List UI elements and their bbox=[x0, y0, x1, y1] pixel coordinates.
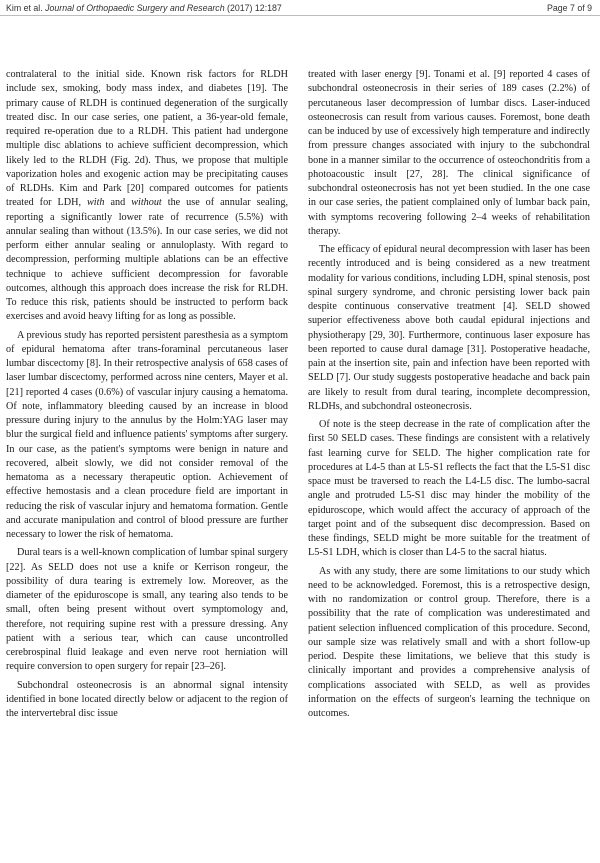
journal-author: Kim et al. bbox=[6, 3, 43, 13]
journal-citation: (2017) 12:187 bbox=[227, 3, 282, 13]
emphasis-without: without bbox=[131, 197, 162, 209]
header-divider bbox=[0, 15, 600, 16]
journal-name: Journal of Orthopaedic Surgery and Research bbox=[45, 3, 225, 13]
emphasis-with: with bbox=[86, 197, 105, 209]
left-paragraph-2: A previous study has reported persistent paresthesia as a symptom of epidural hematoma after trans-foraminal percutaneous laser lumbar discectomy [8]. In their retrospective analysis of 658 cases of laser lumbar discectomy, performed across nine centers, Mayer et al. [21] reported 4 cases (0.6%) of vascular injury causing a hematoma. Of note, inflammatory bleeding caused by an increase in blood pressure during injury to the annulus by the Holm:YAG laser may blur the surgical field and influence patients' symptoms after surgery. In our case, as the patient's symptoms were benign in nature and recovered, albeit slowly, we did not consider removal of the hematoma as a necessary therapeutic option. Achievement of effective hemostasis and a clean procedure field are important in reducing the risk of vascular injury and hematoma formation. Gentle and accurate manipulation and control of blood pressure are further necessary to lower the risk of hematoma. bbox=[6, 329, 288, 540]
page-header bbox=[0, 0, 600, 16]
journal-citation-line bbox=[6, 3, 282, 13]
right-paragraph-2: The efficacy of epidural neural decompression with laser has been recently introduced and is being considered as a new treatment modality for various conditions, including LDH, spinal stenosis, post spinal surgery syndrome, and chronic persisting lower back pain despite continuous conservative treatment [4]. SELD showed superior effectiveness above both caudal epidural injections and physiotherapy [29, 30]. Furthermore, continuous laser exposure has been reported to cause dural damage [31]. Postoperative headache, pain at the insertion site, pain and infection have been reported with SELD [7]. Our study suggests postoperative headache and back pain are likely to result from dural tearing, incomplete decompression, RLDHs, and subchondral osteonecrosis. bbox=[308, 244, 590, 412]
left-paragraph-1-text-b: the use of annular sealing, reporting a significantly lower rate of recurrence (5.5%) with annular sealing than without (13.5%). In our case series, we did not perform either annular sealing or annuloplasty. With regard to decompression, performing multiple ablations can be an effective technique to achieve sufficient decompression for favorable outcomes, although this approach does increase the risk for RLDH. To reduce this risk, patients should be instructed to perform back exercises and avoid heavy lifting for as long as possible. bbox=[6, 197, 288, 323]
left-paragraph-1 bbox=[6, 68, 288, 325]
left-paragraph-1-text-a: contralateral to the initial side. Known risk factors for RLDH include sex, smoking, body mass index, and diabetes [19]. The primary cause of RLDH is continued degeneration of the surgically treated disc. In our case series, one patient, a 36-year-old female, required re-operation due to a RLDH. This patient had undergone multiple disc ablations to achieve sufficient decompression, which likely led to the RLDH (Fig. 2d). Thus, we propose that multiple vaporization holes and exogenic action may be precipitating causes of RLDHs. Kim and Park [20] compared outcomes for patients treated for LDH, bbox=[6, 69, 288, 209]
right-paragraph-4: As with any study, there are some limitations to our study which need to be acknowledged. Foremost, this is a retrospective design, with no randomization or control group. Therefore, there is a possibility that the rate of complication was underestimated and patient selection influenced complication of this procedure. Second, our sample size was relatively small and with a short follow-up period. Despite these limitations, we believe that this study is clinically important and provides a comprehensive analysis of complications associated with SELD, as well as provides information on the effects of surgeon's learning the technique on outcomes. bbox=[308, 565, 590, 719]
right-column bbox=[308, 68, 590, 860]
left-paragraph-3: Dural tears is a well-known complication of lumbar spinal surgery [22]. As SELD does not use a knife or Kerrison rongeur, the possibility of dura tearing is extremely low. Moreover, as the diameter of the epiduroscope is small, any tearing also tends to be small, often being present without overt symptomology and, therefore, not requiring supine rest with a pressure dressing. Any patient with a serious tear, which can cause uncontrolled cerebrospinal fluid leakage and even nerve root herniation will require conversion to open surgery for repair [23–26]. bbox=[6, 547, 288, 673]
left-paragraph-4: Subchondral osteonecrosis is an abnormal signal intensity identified in bone located directly below or adjacent to the region of the intervertebral disc issue bbox=[6, 679, 288, 719]
left-column bbox=[6, 68, 288, 860]
left-paragraph-1-and: and bbox=[110, 197, 126, 209]
right-paragraph-3: Of note is the steep decrease in the rate of complication after the first 50 SELD cases. These findings are consistent with a relatively fast learning curve for SELD. The higher complication rate for procedures at L4-5 than at L5-S1 reflects the fact that the L5-S1 disc space must be traversed to reach the L4-L5 disc. The lumbo-sacral angle and protruded L5-S1 disc may hinder the mobility of the epiduroscope, which would affect the accuracy of approach of the target point and of the subsequent disc decompression. Based on these findings, SELD might be more suitable for the treatment of L5-S1 LDH, which is closer than L4-5 to the sacral hiatus. bbox=[308, 419, 590, 559]
right-paragraph-1: treated with laser energy [9]. Tonami et al. [9] reported 4 cases of subchondral osteonecrosis in their series of 189 cases (2.2%) of percutaneous laser decompression of lumbar discs. Laser-induced osteonecrosis can result from various causes. Foremost, bone death can be induced by use of excessively high temperature and indirectly from pressure changes associated with injury to the subchondral bone in a manner similar to the occurrence of osteochondritis from a photoacoustic insult [27, 28]. The clinical significance of subchondral osteonecrosis has not yet been studied. In the one case in our case series, the patient complained only of lumbar back pain, with symptoms recovering following 2–4 weeks of rehabilitation therapy. bbox=[308, 69, 590, 237]
page-number: Page 7 of 9 bbox=[547, 3, 592, 13]
